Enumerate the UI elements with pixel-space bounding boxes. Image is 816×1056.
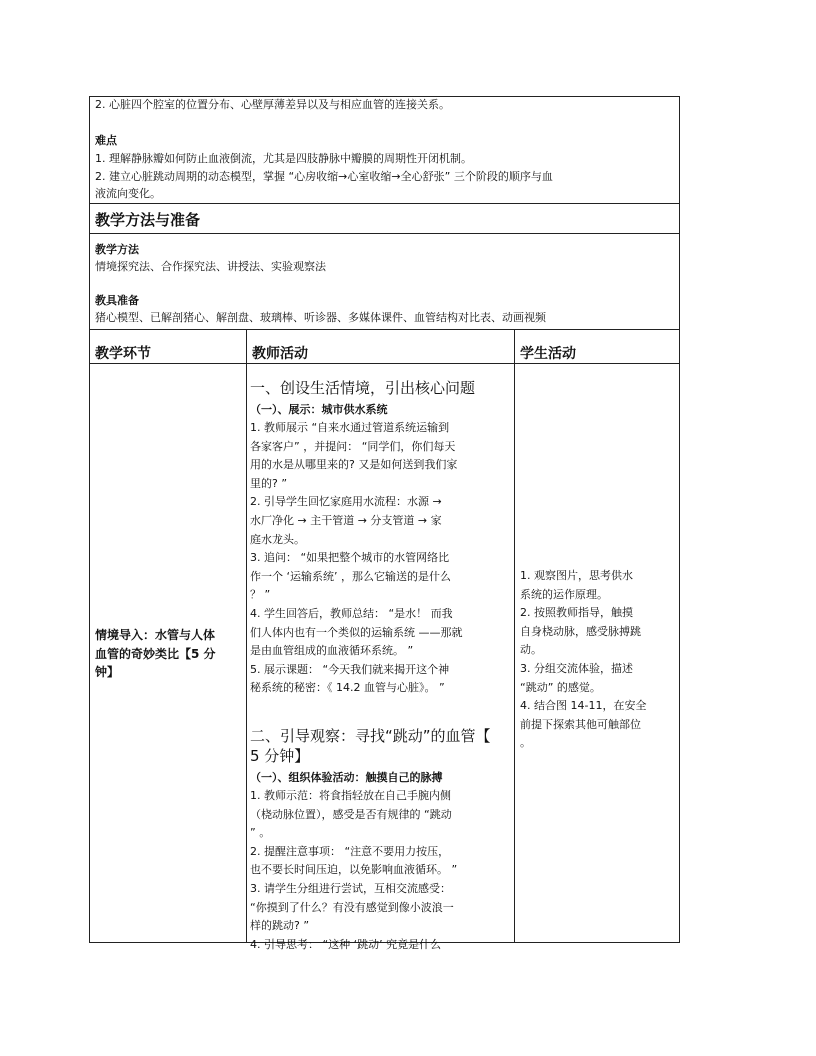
header-student: 学生活动 <box>520 346 576 362</box>
header-stage: 教学环节 <box>95 346 151 362</box>
part2-subtitle: （一）、组织体验活动：触摸自己的脉搏 <box>250 771 443 784</box>
difficulty-1: 1. 理解静脉瓣如何防止血液倒流，尤其是四肢静脉中瓣膜的周期性开闭机制。 <box>95 152 472 165</box>
header-teacher: 教师活动 <box>252 346 308 362</box>
tools-label: 教具准备 <box>95 294 139 307</box>
tools-text: 猪心模型、已解剖猪心、解剖盘、玻璃棒、听诊器、多媒体课件、血管结构对比表、动画视频 <box>95 311 546 324</box>
row-divider <box>89 329 680 330</box>
part2-text: 1. 教师示范：将食指轻放在自己手腕内侧 （桡动脉位置），感受是否有规律的 “跳动 ” 。 2. 提醒注意事项： “注意不要用力按压， 也不要长时间压迫，以免影响血液循环。 ” 3. 请学生分组进行尝试，互相交流感受： “你摸到了什么？有没有感觉到像小波浪一 样的跳动? ” 4. 引导思考： “这种 ‘跳动’ 究竟是什么 <box>250 789 458 951</box>
part1-subtitle: （一）、展示：城市供水系统 <box>250 403 388 416</box>
stage-label: 情境导入：水管与人体 血管的奇妙类比【5 分 钟】 <box>95 628 216 679</box>
row-divider <box>89 233 680 234</box>
section-title: 教学方法与准备 <box>95 211 201 229</box>
row-divider <box>89 363 680 364</box>
part1-title: 一、创设生活情境，引出核心问题 <box>250 379 476 397</box>
difficulty-2: 2. 建立心脏跳动周期的动态模型，掌握 “心房收缩→心室收缩→全心舒张” 三个阶段的顺序与血 <box>95 170 553 183</box>
column-divider <box>514 329 515 943</box>
methods-text: 情境探究法、合作探究法、讲授法、实验观察法 <box>95 260 326 273</box>
methods-label: 教学方法 <box>95 243 139 256</box>
difficulty-label: 难点 <box>95 134 117 147</box>
row-divider <box>89 203 680 204</box>
part1-text: 1. 教师展示 “自来水通过管道系统运输到 各家客户” ，并提问： “同学们，你们每天 用的水是从哪里来的? 又是如何送到我们家 里的? ” 2. 引导学生回忆家庭用水流程：水源 → 水厂净化 → 主干管道 → 分支管道 → 家 庭水龙头。 3. 追问： “如果把整个城市的水管网络比 作一个 ‘运输系统’ ，那么它输送的是什么 ？ ” 4. 学生回答后，教师总结： “是水！ 而我 们人体内也有一个类似的运输系统 ——那就 是由血管组成的血液循环系统。 ” 5. 展示课题： “今天我们就来揭开这个神 秘系统的秘密：《 14.2 血管与心脏》。 ” <box>250 421 463 695</box>
document-page <box>89 96 680 951</box>
part2-title: 二、引导观察：寻找“跳动”的血管【 <box>250 727 491 745</box>
part2-title-cont: 5 分钟】 <box>250 747 310 765</box>
column-divider <box>246 329 247 943</box>
key-point-2: 2. 心脏四个腔室的位置分布、心壁厚薄差异以及与相应血管的连接关系。 <box>95 98 450 111</box>
student-activity: 1. 观察图片，思考供水 系统的运作原理。 2. 按照教师指导，触摸 自身桡动脉，感受脉搏跳 动。 3. 分组交流体验，描述 “跳动” 的感觉。 4. 结合图 14-11，在安全 前提下探索其他可触部位 。 <box>520 569 647 750</box>
difficulty-2-cont: 液流向变化。 <box>95 187 161 200</box>
